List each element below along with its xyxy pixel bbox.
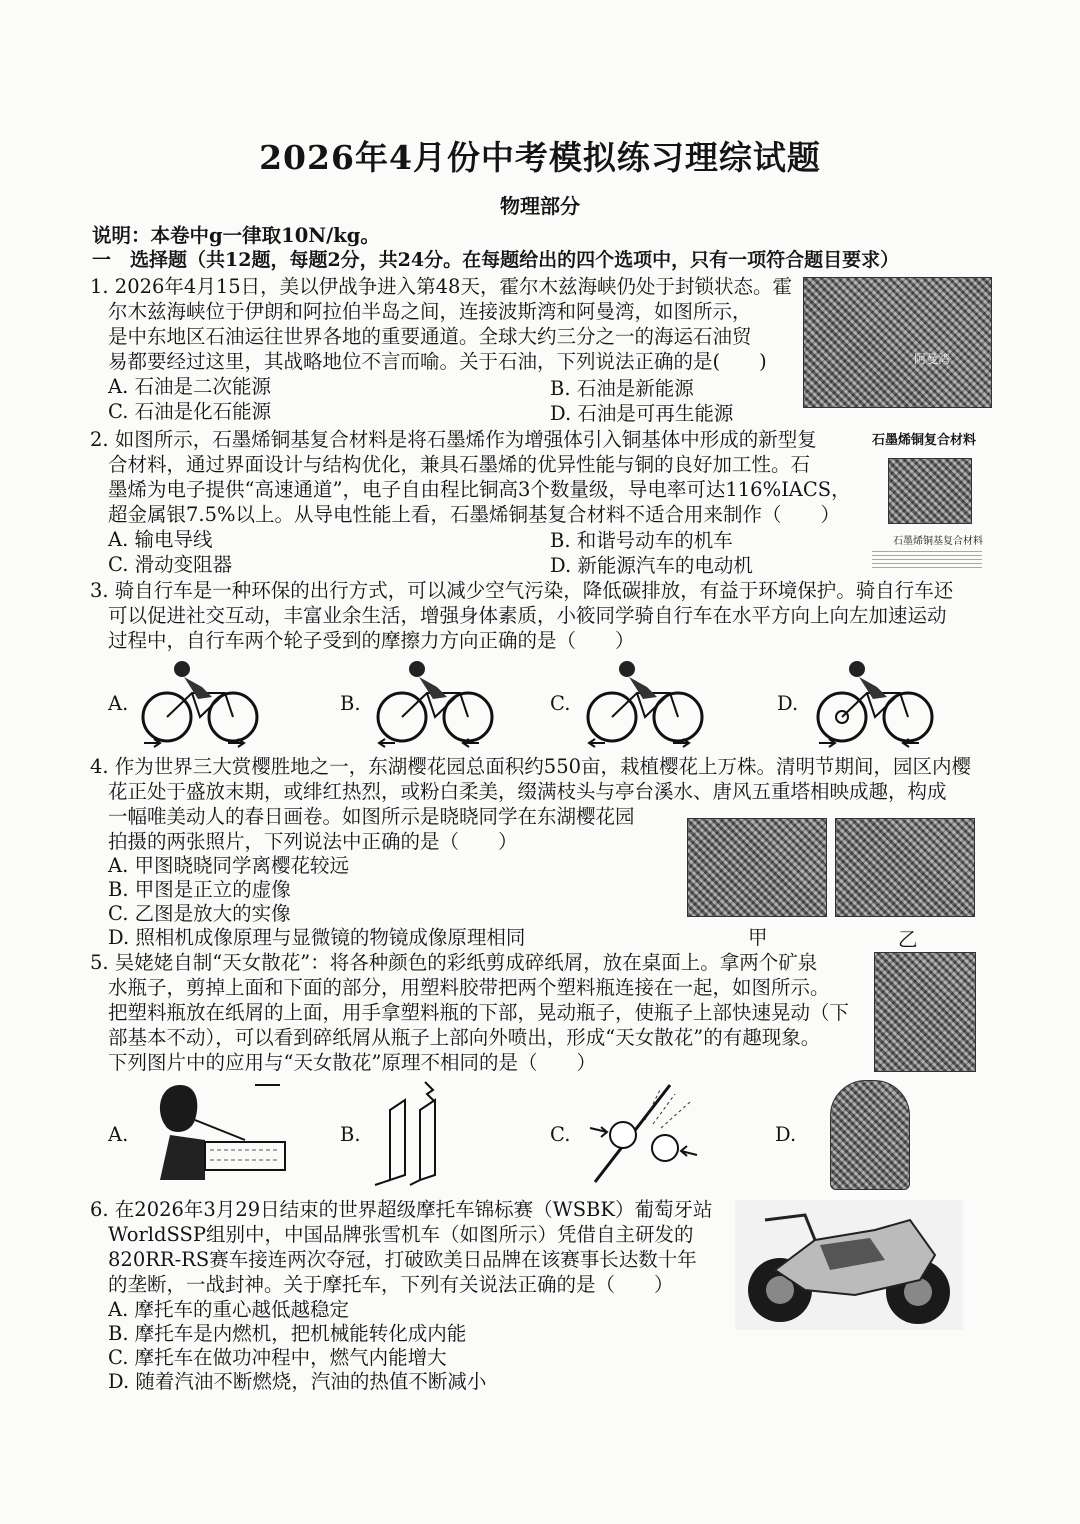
bicycle-figure-c [585, 655, 705, 750]
option-d: D. [777, 692, 799, 715]
option-d: D. 石油是可再生能源 [550, 402, 734, 425]
option-c: C. 石油是化石能源 [108, 400, 272, 423]
option-b: B. 石油是新能源 [550, 377, 694, 400]
question-line: 合材料，通过界面设计与结构优化，兼具石墨烯的优异性能与铜的良好加工性。石 [108, 453, 811, 476]
blowing-paper-figure-a [150, 1080, 290, 1185]
motorcycle-photo [735, 1200, 963, 1330]
option-b: B. [340, 692, 361, 715]
strait-map-image [803, 277, 992, 408]
graphene-figure-caption: 石墨烯铜基复合材料 [893, 536, 983, 547]
question-line: 820RR-RS赛车接连两次夺冠，打破欧美日品牌在该赛事长达数十年 [108, 1248, 697, 1271]
photo-label-jia: 甲 [748, 926, 768, 949]
question-line: 6. 在2026年3月29日结束的世界超级摩托车锦标赛（WSBK）葡萄牙站 [90, 1198, 713, 1221]
graphene-figure-smalltext [872, 548, 982, 568]
option-b: B. 和谐号动车的机车 [550, 529, 733, 552]
exam-note: 说明：本卷中g一律取10N/kg。 [92, 224, 380, 247]
question-line: 过程中，自行车两个轮子受到的摩擦力方向正确的是（ ） [108, 629, 635, 652]
option-b: B. 甲图是正立的虚像 [108, 878, 291, 901]
question-line: 水瓶子，剪掉上面和下面的部分，用塑料胶带把两个塑料瓶连接在一起，如图所示。 [108, 976, 830, 999]
option-a: A. 输电导线 [108, 528, 213, 551]
bicycle-figure-d [815, 655, 935, 750]
option-b: B. [340, 1123, 361, 1146]
two-balls-figure-c [585, 1080, 700, 1185]
exam-title: 2026年4月份中考模拟练习理综试题 [259, 138, 821, 177]
child-drinking-figure-d [830, 1080, 910, 1190]
option-c: C. 乙图是放大的实像 [108, 902, 291, 925]
bottle-photo [874, 952, 976, 1072]
option-d: D. [775, 1123, 797, 1146]
option-a: A. 石油是二次能源 [108, 375, 271, 398]
question-line: 4. 作为世界三大赏樱胜地之一，东湖樱花园总面积约550亩，栽植樱花上万株。清明节期间，园区内樱 [90, 755, 972, 778]
question-line: 拍摄的两张照片，下列说法中正确的是（ ） [108, 830, 518, 853]
cherry-photo-jia [687, 818, 827, 917]
photo-label-yi: 乙 [898, 928, 918, 951]
question-line: 墨烯为电子提供“高速通道”，电子自由程比铜高3个数量级，导电率可达116%IACS， [108, 478, 851, 501]
exam-subtitle: 物理部分 [500, 194, 580, 218]
option-d: D. 随着汽油不断燃烧，汽油的热值不断减小 [108, 1370, 487, 1393]
question-line: 把塑料瓶放在纸屑的上面，用手拿塑料瓶的下部，晃动瓶子，使瓶子上部快速晃动（下 [108, 1001, 850, 1024]
option-c: C. 摩托车在做功冲程中，燃气内能增大 [108, 1346, 447, 1369]
option-b: B. 摩托车是内燃机，把机械能转化成内能 [108, 1322, 467, 1345]
question-line: WorldSSP组别中，中国品牌张雪机车（如图所示）凭借自主研发的 [108, 1223, 694, 1246]
cherry-photo-yi [835, 818, 975, 917]
question-line: 的垄断，一战封神。关于摩托车，下列有关说法正确的是（ ） [108, 1273, 674, 1296]
question-line: 一幅唯美动人的春日画卷。如图所示是晓晓同学在东湖樱花园 [108, 805, 635, 828]
option-c: C. 滑动变阻器 [108, 553, 233, 576]
option-a: A. [108, 1123, 129, 1146]
question-line: 花正处于盛放末期，或绯红热烈，或粉白柔美，缀满枝头与亭台溪水、唐风五重塔相映成趣，构成 [108, 780, 947, 803]
question-line: 可以促进社交互动，丰富业余生活，增强身体素质，小筱同学骑自行车在水平方向上向左加速运动 [108, 604, 947, 627]
question-line: 5. 吴姥姥自制“天女散花”：将各种颜色的彩纸剪成碎纸屑，放在桌面上。拿两个矿泉 [90, 951, 818, 974]
section-heading: 一 选择题（共12题，每题2分，共24分。在每题给出的四个选项中，只有一项符合题目要求） [92, 249, 900, 271]
option-a: A. [108, 692, 129, 715]
map-label: 阿曼湾 [914, 352, 951, 366]
bicycle-figure-a [140, 655, 260, 750]
question-line: 1. 2026年4月15日，美以伊战争进入第48天，霍尔木兹海峡仍处于封锁状态。霍 [90, 275, 792, 298]
option-a: A. 摩托车的重心越低越稳定 [108, 1298, 349, 1321]
question-line: 2. 如图所示，石墨烯铜基复合材料是将石墨烯作为增强体引入铜基体中形成的新型复 [90, 428, 817, 451]
question-line: 下列图片中的应用与“天女散花”原理不相同的是（ ） [108, 1051, 596, 1074]
option-c: C. [550, 1123, 571, 1146]
question-line: 超金属银7.5%以上。从导电性能上看，石墨烯铜基复合材料不适合用来制作（ ） [108, 503, 841, 526]
graphene-figure-title: 石墨烯铜复合材料 [872, 433, 977, 448]
question-line: 尔木兹海峡位于伊朗和阿拉伯半岛之间，连接波斯湾和阿曼湾，如图所示， [108, 300, 752, 323]
question-line: 部基本不动），可以看到碎纸屑从瓶子上部向外喷出，形成“天女散花”的有趣现象。 [108, 1026, 821, 1049]
bicycle-figure-b [375, 655, 495, 750]
paper-sheets-figure-b [365, 1080, 475, 1185]
option-c: C. [550, 692, 571, 715]
option-a: A. 甲图晓晓同学离樱花较远 [108, 854, 349, 877]
graphene-material-image [888, 458, 972, 524]
question-line: 3. 骑自行车是一种环保的出行方式，可以减少空气污染，降低碳排放，有益于环境保护。骑自行车还 [90, 579, 954, 602]
question-line: 易都要经过这里，其战略地位不言而喻。关于石油，下列说法正确的是( ) [108, 350, 767, 373]
question-line: 是中东地区石油运往世界各地的重要通道。全球大约三分之一的海运石油贸 [108, 325, 752, 348]
option-d: D. 照相机成像原理与显微镜的物镜成像原理相同 [108, 926, 526, 949]
option-d: D. 新能源汽车的电动机 [550, 554, 753, 577]
